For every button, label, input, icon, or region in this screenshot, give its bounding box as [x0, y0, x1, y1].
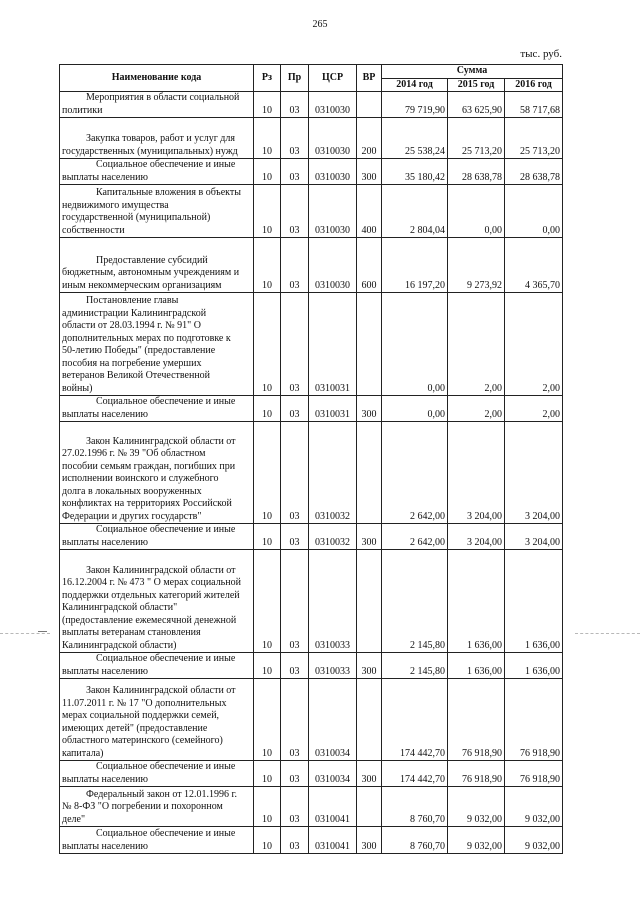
row-pr: 03	[281, 185, 309, 238]
row-sum-2015: 1 636,00	[448, 653, 505, 679]
row-rz: 10	[254, 92, 281, 118]
header-pr: Пр	[281, 65, 309, 92]
row-rz: 10	[254, 761, 281, 787]
row-sum-2014: 25 538,24	[382, 118, 448, 159]
row-csr: 0310032	[309, 524, 357, 550]
row-sum-2015: 76 918,90	[448, 679, 505, 761]
row-sum-2015: 2,00	[448, 396, 505, 422]
row-sum-2016: 76 918,90	[505, 761, 563, 787]
row-sum-2014: 174 442,70	[382, 679, 448, 761]
row-sum-2015: 28 638,78	[448, 159, 505, 185]
row-name: Мероприятия в области социальной политики	[60, 92, 254, 118]
row-name: Закон Калининградской области от 27.02.1996 г. № 39 "Об областном пособии семьям граждан, погибших при исполнении воинского и служебного долга в локальных вооруженных конфликтах на территориях Российской Федерации и других государств"	[60, 422, 254, 524]
row-pr: 03	[281, 679, 309, 761]
row-rz: 10	[254, 185, 281, 238]
row-csr: 0310033	[309, 550, 357, 653]
row-sum-2016: 2,00	[505, 396, 563, 422]
row-pr: 03	[281, 422, 309, 524]
header-year-2015: 2015 год	[448, 78, 505, 92]
row-csr: 0310041	[309, 827, 357, 854]
row-sum-2016: 28 638,78	[505, 159, 563, 185]
row-vr	[357, 92, 382, 118]
budget-rows	[60, 92, 563, 854]
row-sum-2014: 16 197,20	[382, 238, 448, 293]
row-vr: 300	[357, 827, 382, 854]
row-sum-2016: 9 032,00	[505, 787, 563, 827]
row-rz: 10	[254, 238, 281, 293]
row-vr: 300	[357, 159, 382, 185]
row-rz: 10	[254, 118, 281, 159]
row-sum-2016: 9 032,00	[505, 827, 563, 854]
row-name: Федеральный закон от 12.01.1996 г. № 8-ФЗ "О погребении и похоронном деле"	[60, 787, 254, 827]
header-name: Наименование кода	[60, 65, 254, 92]
row-pr: 03	[281, 238, 309, 293]
row-sum-2016: 58 717,68	[505, 92, 563, 118]
header-sum: Сумма	[382, 65, 563, 79]
row-sum-2015: 9 273,92	[448, 238, 505, 293]
row-sum-2014: 8 760,70	[382, 827, 448, 854]
row-vr: 200	[357, 118, 382, 159]
page-number: 265	[312, 19, 328, 30]
row-rz: 10	[254, 827, 281, 854]
row-vr	[357, 422, 382, 524]
row-vr: 300	[357, 524, 382, 550]
row-sum-2016: 2,00	[505, 293, 563, 396]
row-name: Закон Калининградской области от 16.12.2004 г. № 473 " О мерах социальной поддержки отдельных категорий жителей Калининградской области" (предоставление ежемесячной денежной выплаты ветеранам становления Калининградской области)	[60, 550, 254, 653]
row-sum-2014: 0,00	[382, 396, 448, 422]
row-pr: 03	[281, 159, 309, 185]
table-row	[60, 293, 563, 396]
row-pr: 03	[281, 524, 309, 550]
row-name: Постановление главы администрации Калининградской области от 28.03.1994 г. № 91" О дополнительных мерах по подготовке к 50-летию Победы" (предоставление пособия на погребение умерших ветеранов Великой Отечественной войны)	[60, 293, 254, 396]
row-name: Капитальные вложения в объекты недвижимого имущества государственной (муниципальной) собственности	[60, 185, 254, 238]
row-sum-2016: 76 918,90	[505, 679, 563, 761]
table-row	[60, 827, 563, 854]
row-csr: 0310030	[309, 118, 357, 159]
row-vr	[357, 787, 382, 827]
table-row	[60, 679, 563, 761]
row-vr	[357, 679, 382, 761]
row-sum-2014: 0,00	[382, 293, 448, 396]
row-pr: 03	[281, 92, 309, 118]
row-vr: 300	[357, 653, 382, 679]
row-vr: 400	[357, 185, 382, 238]
row-csr: 0310030	[309, 238, 357, 293]
row-sum-2016: 4 365,70	[505, 238, 563, 293]
row-sum-2014: 8 760,70	[382, 787, 448, 827]
header-vr: ВР	[357, 65, 382, 92]
row-csr: 0310030	[309, 159, 357, 185]
row-sum-2014: 174 442,70	[382, 761, 448, 787]
header-year-2016: 2016 год	[505, 78, 563, 92]
row-sum-2015: 1 636,00	[448, 550, 505, 653]
row-name: Предоставление субсидий бюджетным, автономным учреждениям и иным некоммерческим организациям	[60, 238, 254, 293]
table-row	[60, 653, 563, 679]
row-name: Социальное обеспечение и иные выплаты населению	[60, 524, 254, 550]
header-year-2014: 2014 год	[382, 78, 448, 92]
row-sum-2014: 79 719,90	[382, 92, 448, 118]
table-row	[60, 118, 563, 159]
row-sum-2015: 2,00	[448, 293, 505, 396]
row-name: Социальное обеспечение и иные выплаты населению	[60, 653, 254, 679]
table-row	[60, 422, 563, 524]
row-sum-2014: 2 804,04	[382, 185, 448, 238]
row-sum-2016: 3 204,00	[505, 524, 563, 550]
row-sum-2014: 2 642,00	[382, 422, 448, 524]
table-row	[60, 787, 563, 827]
row-csr: 0310041	[309, 787, 357, 827]
row-rz: 10	[254, 653, 281, 679]
row-sum-2015: 3 204,00	[448, 524, 505, 550]
table-row	[60, 524, 563, 550]
table-row	[60, 159, 563, 185]
row-sum-2015: 0,00	[448, 185, 505, 238]
scan-line-left	[0, 633, 50, 634]
row-sum-2015: 25 713,20	[448, 118, 505, 159]
row-csr: 0310034	[309, 679, 357, 761]
row-pr: 03	[281, 827, 309, 854]
row-pr: 03	[281, 787, 309, 827]
table-row	[60, 396, 563, 422]
row-sum-2014: 2 145,80	[382, 550, 448, 653]
row-rz: 10	[254, 679, 281, 761]
row-sum-2015: 76 918,90	[448, 761, 505, 787]
row-sum-2016: 25 713,20	[505, 118, 563, 159]
row-name: Закон Калининградской области от 11.07.2011 г. № 17 "О дополнительных мерах социальной поддержки семей, имеющих детей" (предоставление областного материнского (семейного) капитала)	[60, 679, 254, 761]
row-pr: 03	[281, 396, 309, 422]
row-rz: 10	[254, 550, 281, 653]
table-row	[60, 92, 563, 118]
row-csr: 0310034	[309, 761, 357, 787]
row-name: Закупка товаров, работ и услуг для государственных (муниципальных) нужд	[60, 118, 254, 159]
budget-table	[59, 64, 563, 854]
row-name: Социальное обеспечение и иные выплаты населению	[60, 827, 254, 854]
row-vr: 300	[357, 396, 382, 422]
row-sum-2014: 2 642,00	[382, 524, 448, 550]
row-csr: 0310030	[309, 92, 357, 118]
row-rz: 10	[254, 159, 281, 185]
row-vr: 300	[357, 761, 382, 787]
row-sum-2014: 35 180,42	[382, 159, 448, 185]
table-row	[60, 761, 563, 787]
table-row	[60, 238, 563, 293]
row-name: Социальное обеспечение и иные выплаты населению	[60, 159, 254, 185]
row-csr: 0310031	[309, 293, 357, 396]
row-sum-2016: 3 204,00	[505, 422, 563, 524]
units-label: тыс. руб.	[520, 48, 562, 60]
row-pr: 03	[281, 761, 309, 787]
row-pr: 03	[281, 550, 309, 653]
row-csr: 0310030	[309, 185, 357, 238]
row-sum-2015: 9 032,00	[448, 787, 505, 827]
header-csr: ЦСР	[309, 65, 357, 92]
row-pr: 03	[281, 653, 309, 679]
scan-line-right	[575, 633, 640, 634]
table-row	[60, 185, 563, 238]
row-name: Социальное обеспечение и иные выплаты населению	[60, 396, 254, 422]
row-sum-2016: 1 636,00	[505, 653, 563, 679]
row-sum-2015: 3 204,00	[448, 422, 505, 524]
row-rz: 10	[254, 524, 281, 550]
row-vr: 600	[357, 238, 382, 293]
row-rz: 10	[254, 422, 281, 524]
row-sum-2015: 9 032,00	[448, 827, 505, 854]
scan-mark-left	[38, 631, 47, 632]
row-rz: 10	[254, 396, 281, 422]
row-rz: 10	[254, 787, 281, 827]
row-vr	[357, 550, 382, 653]
row-csr: 0310031	[309, 396, 357, 422]
row-pr: 03	[281, 118, 309, 159]
header-rz: Рз	[254, 65, 281, 92]
row-csr: 0310033	[309, 653, 357, 679]
row-vr	[357, 293, 382, 396]
row-pr: 03	[281, 293, 309, 396]
row-csr: 0310032	[309, 422, 357, 524]
row-sum-2014: 2 145,80	[382, 653, 448, 679]
row-sum-2016: 0,00	[505, 185, 563, 238]
row-name: Социальное обеспечение и иные выплаты населению	[60, 761, 254, 787]
table-row	[60, 550, 563, 653]
row-rz: 10	[254, 293, 281, 396]
row-sum-2016: 1 636,00	[505, 550, 563, 653]
budget-sheet	[59, 64, 563, 854]
row-sum-2015: 63 625,90	[448, 92, 505, 118]
